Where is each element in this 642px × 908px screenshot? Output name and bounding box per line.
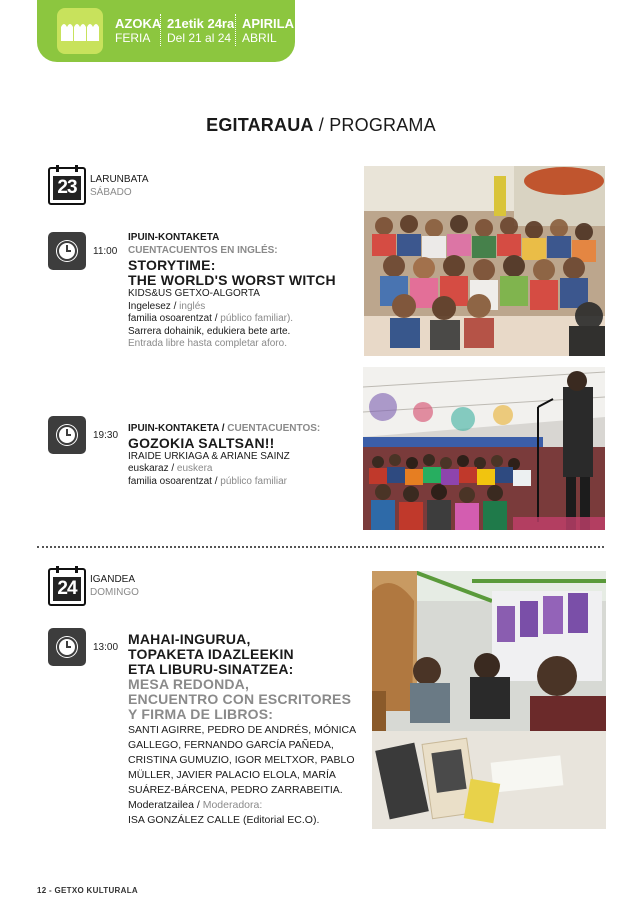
header-banner [37,0,295,62]
feria-logo [57,8,103,54]
event-time: 11:00 [93,246,118,257]
photo-book-signing [372,571,606,829]
header-feria: AZOKA FERIA [115,16,162,45]
section-divider [37,546,604,548]
event-mesa-redonda: MAHAI-INGURUA, TOPAKETA IDAZLEEKIN ETA LIBURU-SINATZEA: MESA REDONDA, ENCUENTRO CON ESCRITORES Y FIRMA DE LIBROS: SANTI AGIRRE, PEDRO DE ANDRÉS, MÓNICA GALLEGO, FERNANDO GARCÍA PAÑEDA, CRISTINA GUMUZIO, IGOR MELTXOR, PABLO MÜLLER, JAVIER PALACIO ELOLA, MARÍA SUÁREZ-BÁRCENA, PEDRO ZARRABEITIA. Moderatzailea / Moderadora: ISA GONZÁLEZ CALLE (Editorial EC.O). [128,631,357,826]
day-name: IGANDEA DOMINGO [90,574,139,598]
photo-tent-storytelling [363,367,605,530]
header-month: APIRILA ABRIL [242,16,294,45]
page-title: EGITARAUA / PROGRAMA [206,115,436,135]
event-time: 13:00 [93,642,119,653]
clock-icon [48,232,86,270]
event-time: 19:30 [93,430,119,441]
tents-icon [61,19,99,41]
clock-icon [48,416,86,454]
header-separator [235,14,236,46]
calendar-icon: 24 [48,568,86,606]
header-dates: 21etik 24ra Del 21 al 24 [167,16,235,45]
event-storytime: IPUIN-KONTAKETA CUENTACUENTOS EN INGLÉS: STORYTIME: THE WORLD'S WORST WITCH KIDS&US GETXO-ALGORTA Ingelesez / inglés familia osoarentzat / público familiar). Sarrera dohainik, edukiera bete arte. Entrada libre hasta completar aforo. [128,232,336,349]
calendar-icon: 23 [48,167,86,205]
page-footer: 12 - GETXO KULTURALA [37,886,138,895]
clock-icon [48,628,86,666]
event-gozokia: IPUIN-KONTAKETA / CUENTACUENTOS: GOZOKIA SALTSAN!! IRAIDE URKIAGA & ARIANE SAINZ euskaraz / euskera familia osoarentzat / público familiar [128,423,321,487]
header-separator [160,14,161,46]
photo-storytime-audience [364,166,605,356]
day-name: LARUNBATA SÁBADO [90,174,149,198]
